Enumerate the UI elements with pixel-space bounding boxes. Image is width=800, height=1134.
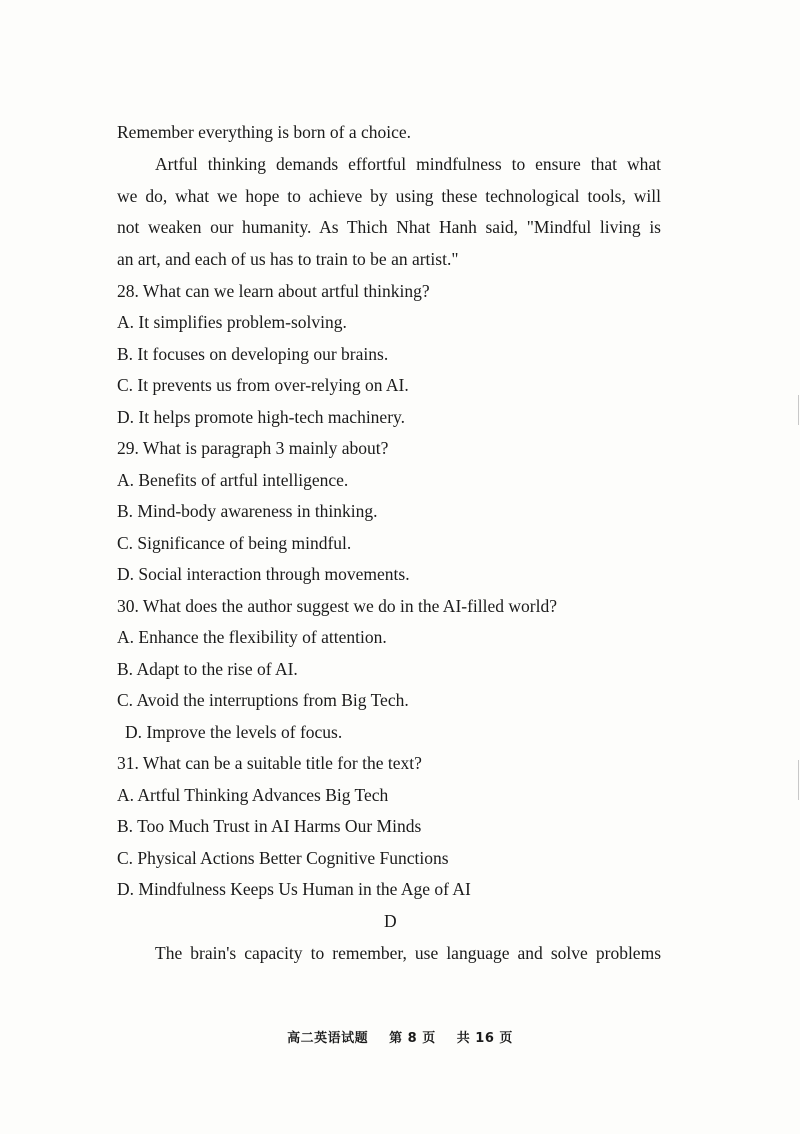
- section-heading: D: [384, 911, 397, 931]
- passage-line: an art, and each of us has to train to be an artist.": [117, 249, 459, 269]
- passage-line: The brain's capacity to remember, use language and solve problems: [155, 943, 661, 963]
- exam-subject: 高二英语试题: [287, 1031, 369, 1046]
- answer-option: C. Physical Actions Better Cognitive Functions: [117, 848, 449, 868]
- answer-option: D. It helps promote high-tech machinery.: [117, 407, 406, 427]
- question-stem: 31. What can be a suitable title for the text?: [117, 753, 422, 773]
- page-footer: [0, 1027, 800, 1046]
- answer-option: C. Avoid the interruptions from Big Tech.: [117, 690, 409, 710]
- answer-option: C. It prevents us from over-relying on AI.: [117, 375, 409, 395]
- scan-edge-mark: [798, 395, 799, 425]
- answer-option: D. Mindfulness Keeps Us Human in the Age of AI: [117, 879, 471, 899]
- answer-option: B. Adapt to the rise of AI.: [117, 659, 298, 679]
- passage-line: Remember everything is born of a choice.: [117, 122, 411, 142]
- answer-option: B. It focuses on developing our brains.: [117, 344, 389, 364]
- answer-option: B. Mind-body awareness in thinking.: [117, 501, 378, 521]
- passage-line: Artful thinking demands effortful mindfulness to ensure that what: [155, 154, 661, 174]
- answer-option: A. It simplifies problem-solving.: [117, 312, 347, 332]
- passage-line: we do, what we hope to achieve by using these technological tools, will: [117, 186, 661, 206]
- page-number: 第 8 页: [389, 1031, 436, 1046]
- answer-option: A. Artful Thinking Advances Big Tech: [117, 785, 389, 805]
- scan-edge-mark: [798, 760, 799, 800]
- question-stem: 29. What is paragraph 3 mainly about?: [117, 438, 389, 458]
- question-stem: 30. What does the author suggest we do in the AI-filled world?: [117, 596, 557, 616]
- question-stem: 28. What can we learn about artful thinking?: [117, 281, 430, 301]
- answer-option: C. Significance of being mindful.: [117, 533, 352, 553]
- answer-option: B. Too Much Trust in AI Harms Our Minds: [117, 816, 422, 836]
- answer-option: A. Benefits of artful intelligence.: [117, 470, 349, 490]
- answer-option: D. Social interaction through movements.: [117, 564, 410, 584]
- answer-option: D. Improve the levels of focus.: [125, 722, 343, 742]
- answer-option: A. Enhance the flexibility of attention.: [117, 627, 387, 647]
- total-pages: 共 16 页: [456, 1031, 513, 1046]
- passage-line: not weaken our humanity. As Thich Nhat Hanh said, "Mindful living is: [117, 217, 661, 237]
